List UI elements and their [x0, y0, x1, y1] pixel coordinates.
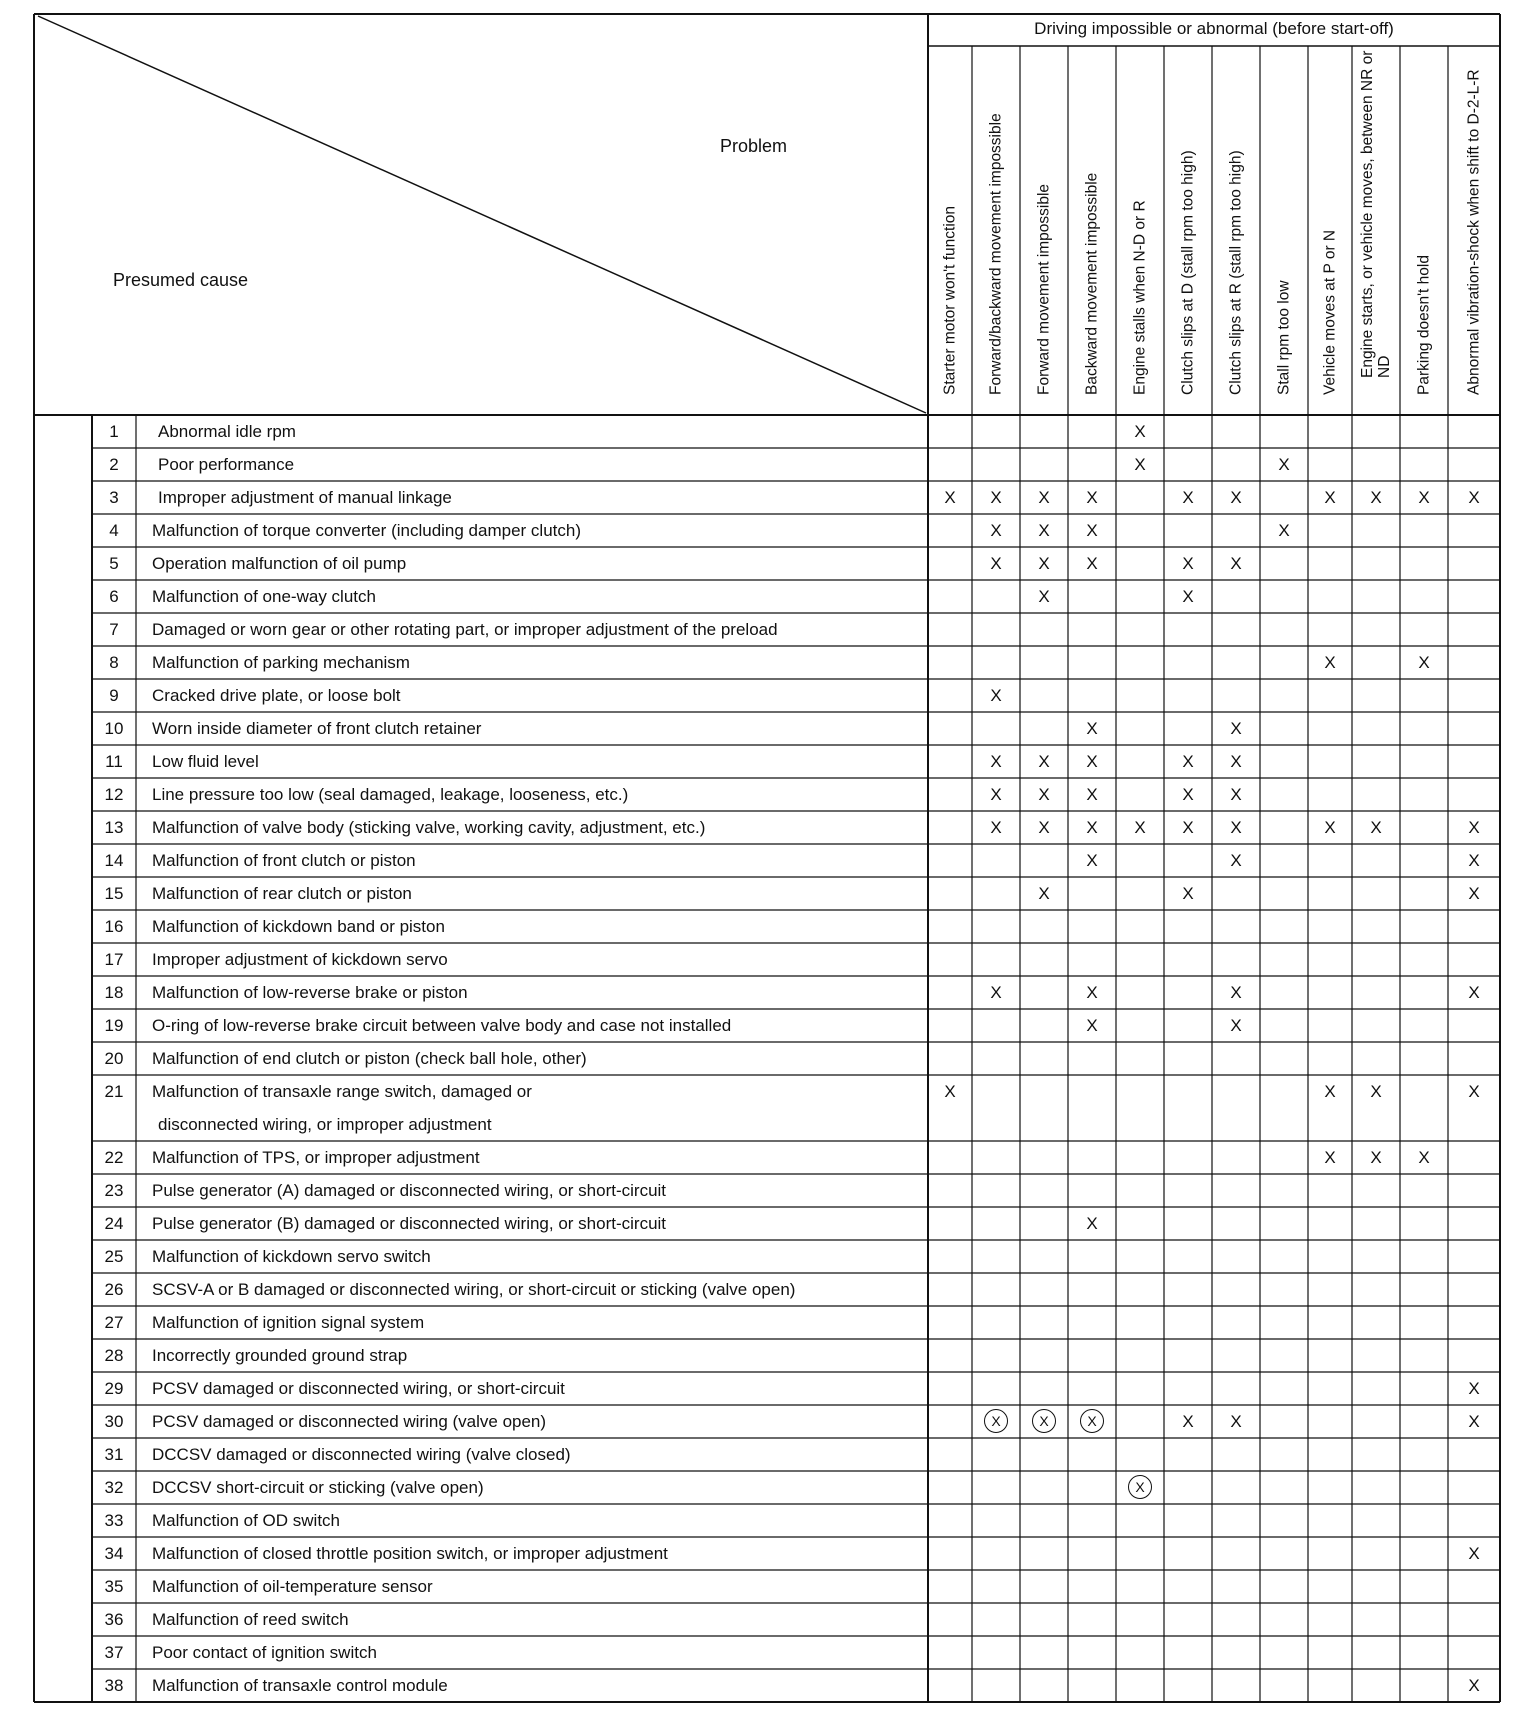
cause-mark: X	[1038, 884, 1050, 903]
cause-text: Malfunction of transaxle range switch, damaged or	[152, 1082, 532, 1101]
cause-mark: X	[1134, 455, 1146, 474]
cause-mark: X	[1418, 653, 1430, 672]
cause-text: Worn inside diameter of front clutch retainer	[152, 719, 482, 738]
cause-mark: X	[1468, 1676, 1480, 1695]
cause-mark: X	[944, 1082, 956, 1101]
cause-text: Malfunction of valve body (sticking valve, working cavity, adjustment, etc.)	[152, 818, 706, 837]
cause-text: Low fluid level	[152, 752, 259, 771]
cause-mark: X	[1038, 818, 1050, 837]
column-header	[1212, 50, 1260, 412]
cause-mark-circled: X	[1128, 1475, 1152, 1499]
row-number: 2	[109, 455, 119, 474]
cause-text: Malfunction of one-way clutch	[152, 587, 376, 606]
cause-mark: X	[1182, 488, 1194, 507]
row-number: 13	[104, 818, 124, 837]
cause-mark: X	[990, 488, 1002, 507]
cause-text: O-ring of low-reverse brake circuit between valve body and case not installed	[152, 1016, 732, 1035]
cause-text: Malfunction of front clutch or piston	[152, 851, 416, 870]
cause-mark: X	[1370, 818, 1382, 837]
cause-text: Incorrectly grounded ground strap	[152, 1346, 408, 1365]
cause-mark: X	[1086, 521, 1098, 540]
cause-mark: X	[1182, 818, 1194, 837]
column-header	[972, 50, 1020, 412]
cause-text: DCCSV damaged or disconnected wiring (valve closed)	[152, 1445, 571, 1464]
cause-text: Pulse generator (A) damaged or disconnected wiring, or short-circuit	[152, 1181, 667, 1200]
cause-mark: X	[1182, 884, 1194, 903]
cause-text: Improper adjustment of kickdown servo	[152, 950, 448, 969]
column-header	[1400, 50, 1448, 412]
row-number: 25	[104, 1247, 124, 1266]
row-number: 16	[104, 917, 124, 936]
cause-mark: X	[1468, 851, 1480, 870]
column-header-label: Forward movement impossible	[1035, 183, 1053, 395]
cause-mark-circled: X	[1032, 1409, 1056, 1433]
cause-text: PCSV damaged or disconnected wiring (valve open)	[152, 1412, 547, 1431]
cause-text: Improper adjustment of manual linkage	[158, 488, 452, 507]
cause-text: Operation malfunction of oil pump	[152, 554, 407, 573]
column-header	[1020, 50, 1068, 412]
cause-mark: X	[1324, 818, 1336, 837]
row-number: 3	[109, 488, 119, 507]
cause-mark: X	[1182, 785, 1194, 804]
cause-text: Poor performance	[158, 455, 295, 474]
cause-mark: X	[1230, 818, 1242, 837]
cause-mark: X	[1230, 983, 1242, 1002]
cause-mark: X	[990, 818, 1002, 837]
row-number: 21	[104, 1082, 124, 1101]
cause-text: SCSV-A or B damaged or disconnected wiring, or short-circuit or sticking (valve open)	[152, 1280, 796, 1299]
cause-mark: X	[944, 488, 956, 507]
cause-text: Malfunction of torque converter (including damper clutch)	[152, 521, 581, 540]
row-number: 11	[105, 752, 123, 771]
cause-text: Malfunction of low-reverse brake or piston	[152, 983, 468, 1002]
cause-mark: X	[1230, 1016, 1242, 1035]
column-header	[1116, 50, 1164, 412]
cause-mark: X	[1468, 1544, 1480, 1563]
cause-mark: X	[1468, 1412, 1480, 1431]
cause-mark: X	[1468, 488, 1480, 507]
cause-mark: X	[1134, 818, 1146, 837]
cause-mark: X	[1086, 1016, 1098, 1035]
column-header	[1448, 50, 1500, 412]
cause-mark-circled: X	[1080, 1409, 1104, 1433]
column-group-header: Driving impossible or abnormal (before start-off)	[1034, 19, 1394, 38]
cause-text: Malfunction of rear clutch or piston	[152, 884, 412, 903]
cause-mark: X	[1370, 1148, 1382, 1167]
row-number: 30	[104, 1412, 124, 1431]
column-header-label: Clutch slips at D (stall rpm too high)	[1179, 150, 1197, 395]
column-header-label: Engine stalls when N-D or R	[1131, 200, 1149, 395]
cause-text: Malfunction of oil-temperature sensor	[152, 1577, 433, 1596]
cause-text: Damaged or worn gear or other rotating part, or improper adjustment of the preload	[152, 620, 778, 639]
cause-mark: X	[1038, 752, 1050, 771]
row-number: 24	[104, 1214, 124, 1233]
cause-mark: X	[1038, 785, 1050, 804]
cause-mark: X	[1182, 554, 1194, 573]
cause-mark: X	[1230, 1412, 1242, 1431]
cause-mark: X	[1086, 719, 1098, 738]
cause-mark: X	[1278, 455, 1290, 474]
cause-text-continued: disconnected wiring, or improper adjustment	[158, 1115, 492, 1134]
column-header	[1308, 50, 1352, 412]
cause-mark: X	[990, 785, 1002, 804]
column-header-label: Forward/backward movement impossible	[987, 113, 1005, 395]
cause-mark: X	[1230, 488, 1242, 507]
cause-text: Malfunction of reed switch	[152, 1610, 349, 1629]
row-number: 27	[104, 1313, 124, 1332]
cause-mark: X	[990, 521, 1002, 540]
row-number: 5	[109, 554, 119, 573]
cause-text: Malfunction of parking mechanism	[152, 653, 410, 672]
presumed-cause-axis-label: Presumed cause	[113, 270, 249, 290]
column-header-label: Stall rpm too low	[1275, 280, 1293, 395]
cause-mark: X	[1182, 752, 1194, 771]
column-header-label: Parking doesn't hold	[1415, 255, 1433, 395]
cause-mark-circled: X	[984, 1409, 1008, 1433]
cause-mark: X	[1324, 1082, 1336, 1101]
cause-text: Malfunction of ignition signal system	[152, 1313, 425, 1332]
problem-axis-label: Problem	[720, 136, 788, 156]
row-number: 33	[104, 1511, 124, 1530]
cause-text: Malfunction of kickdown band or piston	[152, 917, 445, 936]
cause-mark: X	[1418, 488, 1430, 507]
cause-mark: X	[1230, 554, 1242, 573]
row-number: 7	[109, 620, 119, 639]
row-number: 22	[104, 1148, 124, 1167]
cause-mark: X	[1370, 488, 1382, 507]
cause-mark: X	[1086, 983, 1098, 1002]
row-number: 17	[104, 950, 124, 969]
row-number: 15	[104, 884, 124, 903]
cause-text: Malfunction of transaxle control module	[152, 1676, 448, 1695]
cause-text: PCSV damaged or disconnected wiring, or short-circuit	[152, 1379, 565, 1398]
cause-mark: X	[1134, 422, 1146, 441]
cause-mark: X	[1086, 752, 1098, 771]
row-number: 28	[104, 1346, 124, 1365]
cause-mark: X	[1182, 587, 1194, 606]
row-number: 32	[104, 1478, 124, 1497]
cause-mark: X	[1038, 521, 1050, 540]
cause-mark: X	[1418, 1148, 1430, 1167]
cause-text: Abnormal idle rpm	[158, 422, 296, 441]
cause-text: Malfunction of end clutch or piston (check ball hole, other)	[152, 1049, 587, 1068]
row-number: 23	[104, 1181, 124, 1200]
cause-mark: X	[990, 686, 1002, 705]
cause-text: Cracked drive plate, or loose bolt	[152, 686, 401, 705]
cause-text: Line pressure too low (seal damaged, leakage, looseness, etc.)	[152, 785, 629, 804]
cause-mark: X	[1086, 1214, 1098, 1233]
cause-mark: X	[1324, 488, 1336, 507]
cause-mark: X	[1370, 1082, 1382, 1101]
column-header-label: Vehicle moves at P or N	[1321, 229, 1339, 395]
cause-mark: X	[1086, 488, 1098, 507]
row-number: 19	[104, 1016, 124, 1035]
cause-mark: X	[1324, 653, 1336, 672]
column-header-label: Backward movement impossible	[1083, 172, 1101, 395]
cause-mark: X	[1468, 884, 1480, 903]
cause-mark: X	[1324, 1148, 1336, 1167]
column-header	[1164, 50, 1212, 412]
column-header-label: Starter motor won't function	[941, 205, 959, 395]
row-number: 38	[104, 1676, 124, 1695]
cause-text: Poor contact of ignition switch	[152, 1643, 377, 1662]
cause-text: DCCSV short-circuit or sticking (valve open)	[152, 1478, 484, 1497]
cause-mark: X	[1230, 785, 1242, 804]
row-number: 10	[104, 719, 124, 738]
cause-text: Malfunction of TPS, or improper adjustment	[152, 1148, 480, 1167]
cause-mark: X	[1182, 1412, 1194, 1431]
cause-mark: X	[1038, 587, 1050, 606]
cause-mark: X	[1038, 554, 1050, 573]
row-number: 6	[109, 587, 119, 606]
cause-mark: X	[990, 983, 1002, 1002]
row-number: 9	[109, 686, 119, 705]
header-diagonal	[38, 16, 926, 413]
column-header-label: Clutch slips at R (stall rpm too high)	[1227, 150, 1245, 395]
row-number: 34	[104, 1544, 124, 1563]
row-number: 4	[109, 521, 119, 540]
column-header	[1260, 50, 1308, 412]
cause-mark: X	[1086, 818, 1098, 837]
cause-mark: X	[1468, 983, 1480, 1002]
cause-mark: X	[1278, 521, 1290, 540]
cause-mark: X	[990, 752, 1002, 771]
row-number: 1	[109, 422, 119, 441]
cause-mark: X	[1468, 1379, 1480, 1398]
row-number: 26	[104, 1280, 124, 1299]
cause-mark: X	[1468, 1082, 1480, 1101]
row-number: 20	[104, 1049, 124, 1068]
cause-mark: X	[1086, 851, 1098, 870]
row-number: 14	[104, 851, 124, 870]
row-number: 29	[104, 1379, 124, 1398]
cause-mark: X	[1086, 554, 1098, 573]
row-number: 31	[104, 1445, 124, 1464]
row-number: 12	[104, 785, 124, 804]
row-number: 36	[104, 1610, 124, 1629]
cause-text: Malfunction of OD switch	[152, 1511, 341, 1530]
cause-text: Malfunction of kickdown servo switch	[152, 1247, 431, 1266]
cause-text: Pulse generator (B) damaged or disconnected wiring, or short-circuit	[152, 1214, 667, 1233]
row-number: 8	[109, 653, 119, 672]
cause-mark: X	[990, 554, 1002, 573]
column-header-label: Engine starts, or vehicle moves, between NR or ND	[1359, 50, 1393, 378]
cause-mark: X	[1086, 785, 1098, 804]
cause-mark: X	[1468, 818, 1480, 837]
column-header-label: Abnormal vibration-shock when shift to D-2-L-R	[1465, 69, 1483, 395]
cause-mark: X	[1230, 851, 1242, 870]
row-number: 35	[104, 1577, 124, 1596]
row-number: 37	[104, 1643, 124, 1662]
cause-mark: X	[1230, 752, 1242, 771]
cause-text: Malfunction of closed throttle position switch, or improper adjustment	[152, 1544, 668, 1563]
column-header	[1068, 50, 1116, 412]
row-number: 18	[104, 983, 124, 1002]
cause-mark: X	[1230, 719, 1242, 738]
column-header	[928, 50, 972, 412]
column-header	[1352, 50, 1400, 412]
cause-mark: X	[1038, 488, 1050, 507]
